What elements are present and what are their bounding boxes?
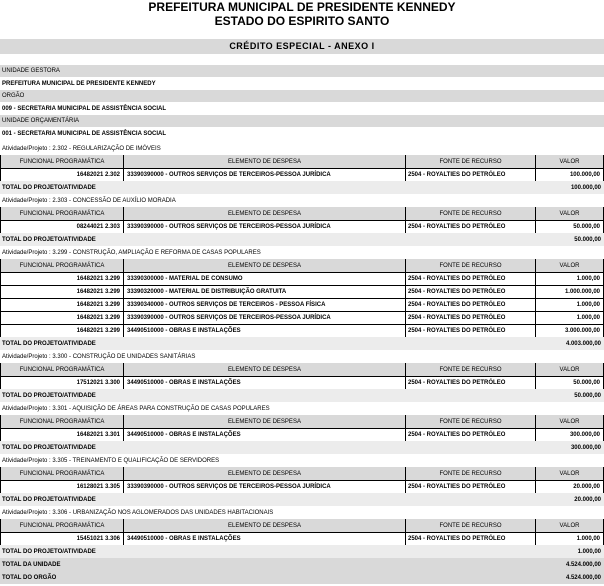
project-total-label: TOTAL DO PROJETO/ATIVIDADE [2,548,96,555]
col-header-funcional: FUNCIONAL PROGRAMÁTICA [0,207,123,220]
funcional-cell: 17512021 3.300 [0,376,123,389]
project-total-label: TOTAL DO PROJETO/ATIVIDADE [2,236,96,243]
table-row [0,428,604,442]
funcional-cell: 16482021 3.299 [0,324,123,337]
project-title-row [0,454,604,467]
column-header-row [0,259,604,273]
fonte-cell: 2504 - ROYALTIES DO PETRÓLEO [405,311,535,324]
col-header-funcional: FUNCIONAL PROGRAMÁTICA [0,155,123,168]
valor-cell: 300.000,00 [535,428,604,441]
col-header-funcional: FUNCIONAL PROGRAMÁTICA [0,415,123,428]
table-row [0,324,604,338]
funcional-cell: 16482021 3.301 [0,428,123,441]
project-title: Atividade/Projeto : 3.300 - CONSTRUÇÃO DE UNIDADES SANITÁRIAS [2,353,196,360]
orgao-value: 009 - SECRETARIA MUNICIPAL DE ASSISTÊNCIA SOCIAL [2,105,167,112]
table-row [0,480,604,494]
project-title-row [0,142,604,155]
elemento-cell: 33390340000 - OUTROS SERVIÇOS DE TERCEIROS - PESSOA FÍSICA [123,298,405,311]
municipality-title: PREFEITURA MUNICIPAL DE PRESIDENTE KENNEDY [148,0,456,14]
project-total-value: 300.000,00 [570,444,601,451]
elemento-cell: 33390390000 - OUTROS SERVIÇOS DE TERCEIROS-PESSOA JURÍDICA [123,220,405,233]
total-orgao-row [0,571,604,584]
column-header-row [0,519,604,533]
valor-cell: 50.000,00 [535,376,604,389]
col-header-valor: VALOR [535,259,604,272]
valor-cell: 1.000.000,00 [535,285,604,298]
funcional-cell: 16128021 3.305 [0,480,123,493]
column-header-row [0,363,604,377]
col-header-elemento: ELEMENTO DE DESPESA [123,415,405,428]
col-header-elemento: ELEMENTO DE DESPESA [123,519,405,532]
valor-cell: 100.000,00 [535,168,604,181]
elemento-cell: 33390320000 - MATERIAL DE DISTRIBUIÇÃO GRATUITA [123,285,405,298]
project-title-row [0,350,604,363]
elemento-cell: 33390300000 - MATERIAL DE CONSUMO [123,272,405,285]
fonte-cell: 2504 - ROYALTIES DO PETRÓLEO [405,480,535,493]
project-title: Atividade/Projeto : 2.303 - CONCESSÃO DE AUXÍLIO MORADIA [2,197,176,204]
fonte-cell: 2504 - ROYALTIES DO PETRÓLEO [405,298,535,311]
unidade-gestora-row [0,77,604,90]
report-title: CRÉDITO ESPECIAL - ANEXO I [0,39,604,54]
table-row [0,298,604,312]
project-total-row [0,181,604,194]
project-total-label: TOTAL DO PROJETO/ATIVIDADE [2,496,96,503]
unidade-gestora-label-row [0,65,604,77]
project-title: Atividade/Projeto : 3.306 - URBANIZAÇÃO NOS AGLOMERADOS DAS UNIDADES HABITACIONAIS [2,509,274,516]
project-total-row [0,337,604,350]
project-title-row [0,194,604,207]
funcional-cell: 08244021 2.303 [0,220,123,233]
column-header-row [0,467,604,481]
valor-cell: 50.000,00 [535,220,604,233]
project-total-label: TOTAL DO PROJETO/ATIVIDADE [2,444,96,451]
project-title: Atividade/Projeto : 2.302 - REGULARIZAÇÃO DE IMÓVEIS [2,145,161,152]
unidade-orc-row [0,127,604,140]
valor-cell: 1.000,00 [535,311,604,324]
funcional-cell: 16482021 3.299 [0,285,123,298]
valor-cell: 3.000.000,00 [535,324,604,337]
col-header-elemento: ELEMENTO DE DESPESA [123,207,405,220]
project-total-value: 4.003.000,00 [565,340,601,347]
col-header-fonte: FONTE DE RECURSO [405,207,535,220]
fonte-cell: 2504 - ROYALTIES DO PETRÓLEO [405,285,535,298]
project-title: Atividade/Projeto : 3.305 - TREINAMENTO E QUALIFICAÇÃO DE SERVIDORES [2,457,220,464]
col-header-elemento: ELEMENTO DE DESPESA [123,467,405,480]
table-row [0,311,604,325]
fonte-cell: 2504 - ROYALTIES DO PETRÓLEO [405,168,535,181]
column-header-row [0,415,604,429]
project-total-value: 100.000,00 [570,184,601,191]
col-header-valor: VALOR [535,519,604,532]
orgao-label-row [0,90,604,102]
col-header-elemento: ELEMENTO DE DESPESA [123,363,405,376]
total-unidade-label: TOTAL DA UNIDADE [2,561,61,568]
fonte-cell: 2504 - ROYALTIES DO PETRÓLEO [405,272,535,285]
project-title: Atividade/Projeto : 3.299 - CONSTRUÇÃO, AMPLIAÇÃO E REFORMA DE CASAS POPULARES [2,249,261,256]
project-total-value: 50.000,00 [574,236,601,243]
col-header-fonte: FONTE DE RECURSO [405,363,535,376]
col-header-valor: VALOR [535,155,604,168]
table-row [0,220,604,234]
funcional-cell: 16482021 3.299 [0,298,123,311]
col-header-elemento: ELEMENTO DE DESPESA [123,259,405,272]
col-header-fonte: FONTE DE RECURSO [405,467,535,480]
col-header-valor: VALOR [535,207,604,220]
project-total-row [0,545,604,558]
fonte-cell: 2504 - ROYALTIES DO PETRÓLEO [405,220,535,233]
valor-cell: 20.000,00 [535,480,604,493]
valor-cell: 1.000,00 [535,298,604,311]
project-total-row [0,389,604,402]
project-total-row [0,493,604,506]
total-unidade-value: 4.524.000,00 [565,561,601,568]
col-header-valor: VALOR [535,415,604,428]
valor-cell: 1.000,00 [535,532,604,545]
project-total-value: 1.000,00 [577,548,601,555]
total-orgao-label: TOTAL DO ORGÃO [2,574,57,581]
valor-cell: 1.000,00 [535,272,604,285]
project-total-label: TOTAL DO PROJETO/ATIVIDADE [2,184,96,191]
project-total-value: 20.000,00 [574,496,601,503]
table-row [0,272,604,286]
col-header-valor: VALOR [535,363,604,376]
funcional-cell: 16482021 3.299 [0,311,123,324]
unidade-orc-value: 001 - SECRETARIA MUNICIPAL DE ASSISTÊNCIA SOCIAL [2,130,167,137]
project-title: Atividade/Projeto : 3.301 - AQUISIÇÃO DE ÁREAS PARA CONSTRUÇÃO DE CASAS POPULARES [2,405,270,412]
project-total-label: TOTAL DO PROJETO/ATIVIDADE [2,392,96,399]
orgao-row [0,102,604,115]
col-header-fonte: FONTE DE RECURSO [405,519,535,532]
project-total-row [0,441,604,454]
fonte-cell: 2504 - ROYALTIES DO PETRÓLEO [405,428,535,441]
unidade-gestora-label: UNIDADE GESTORA [2,68,60,74]
column-header-row [0,207,604,221]
unidade-orc-label: UNIDADE ORÇAMENTÁRIA [2,118,80,124]
funcional-cell: 16482021 3.299 [0,272,123,285]
col-header-funcional: FUNCIONAL PROGRAMÁTICA [0,259,123,272]
col-header-fonte: FONTE DE RECURSO [405,259,535,272]
fonte-cell: 2504 - ROYALTIES DO PETRÓLEO [405,532,535,545]
table-row [0,532,604,546]
elemento-cell: 34490510000 - OBRAS E INSTALAÇÕES [123,428,405,441]
state-title: ESTADO DO ESPIRITO SANTO [214,14,390,28]
elemento-cell: 33390390000 - OUTROS SERVIÇOS DE TERCEIROS-PESSOA JURÍDICA [123,480,405,493]
project-title-row [0,402,604,415]
col-header-funcional: FUNCIONAL PROGRAMÁTICA [0,467,123,480]
col-header-funcional: FUNCIONAL PROGRAMÁTICA [0,363,123,376]
unidade-gestora-value: PREFEITURA MUNICIPAL DE PRESIDENTE KENNEDY [2,80,156,87]
elemento-cell: 33390390000 - OUTROS SERVIÇOS DE TERCEIROS-PESSOA JURÍDICA [123,311,405,324]
total-orgao-value: 4.524.000,00 [565,574,601,581]
column-header-row [0,155,604,169]
project-total-row [0,233,604,246]
col-header-elemento: ELEMENTO DE DESPESA [123,155,405,168]
funcional-cell: 15451021 3.306 [0,532,123,545]
col-header-valor: VALOR [535,467,604,480]
col-header-fonte: FONTE DE RECURSO [405,155,535,168]
table-row [0,168,604,182]
project-total-label: TOTAL DO PROJETO/ATIVIDADE [2,340,96,347]
table-row [0,285,604,299]
col-header-fonte: FONTE DE RECURSO [405,415,535,428]
fonte-cell: 2504 - ROYALTIES DO PETRÓLEO [405,376,535,389]
elemento-cell: 34490510000 - OBRAS E INSTALAÇÕES [123,324,405,337]
elemento-cell: 34490510000 - OBRAS E INSTALAÇÕES [123,376,405,389]
funcional-cell: 16482021 2.302 [0,168,123,181]
elemento-cell: 34490510000 - OBRAS E INSTALAÇÕES [123,532,405,545]
elemento-cell: 33390390000 - OUTROS SERVIÇOS DE TERCEIROS-PESSOA JURÍDICA [123,168,405,181]
unidade-orc-label-row [0,115,604,127]
table-row [0,376,604,390]
project-title-row [0,506,604,519]
col-header-funcional: FUNCIONAL PROGRAMÁTICA [0,519,123,532]
orgao-label: ORGÃO [2,93,25,99]
project-total-value: 50.000,00 [574,392,601,399]
project-title-row [0,246,604,259]
total-unidade-row [0,558,604,571]
fonte-cell: 2504 - ROYALTIES DO PETRÓLEO [405,324,535,337]
